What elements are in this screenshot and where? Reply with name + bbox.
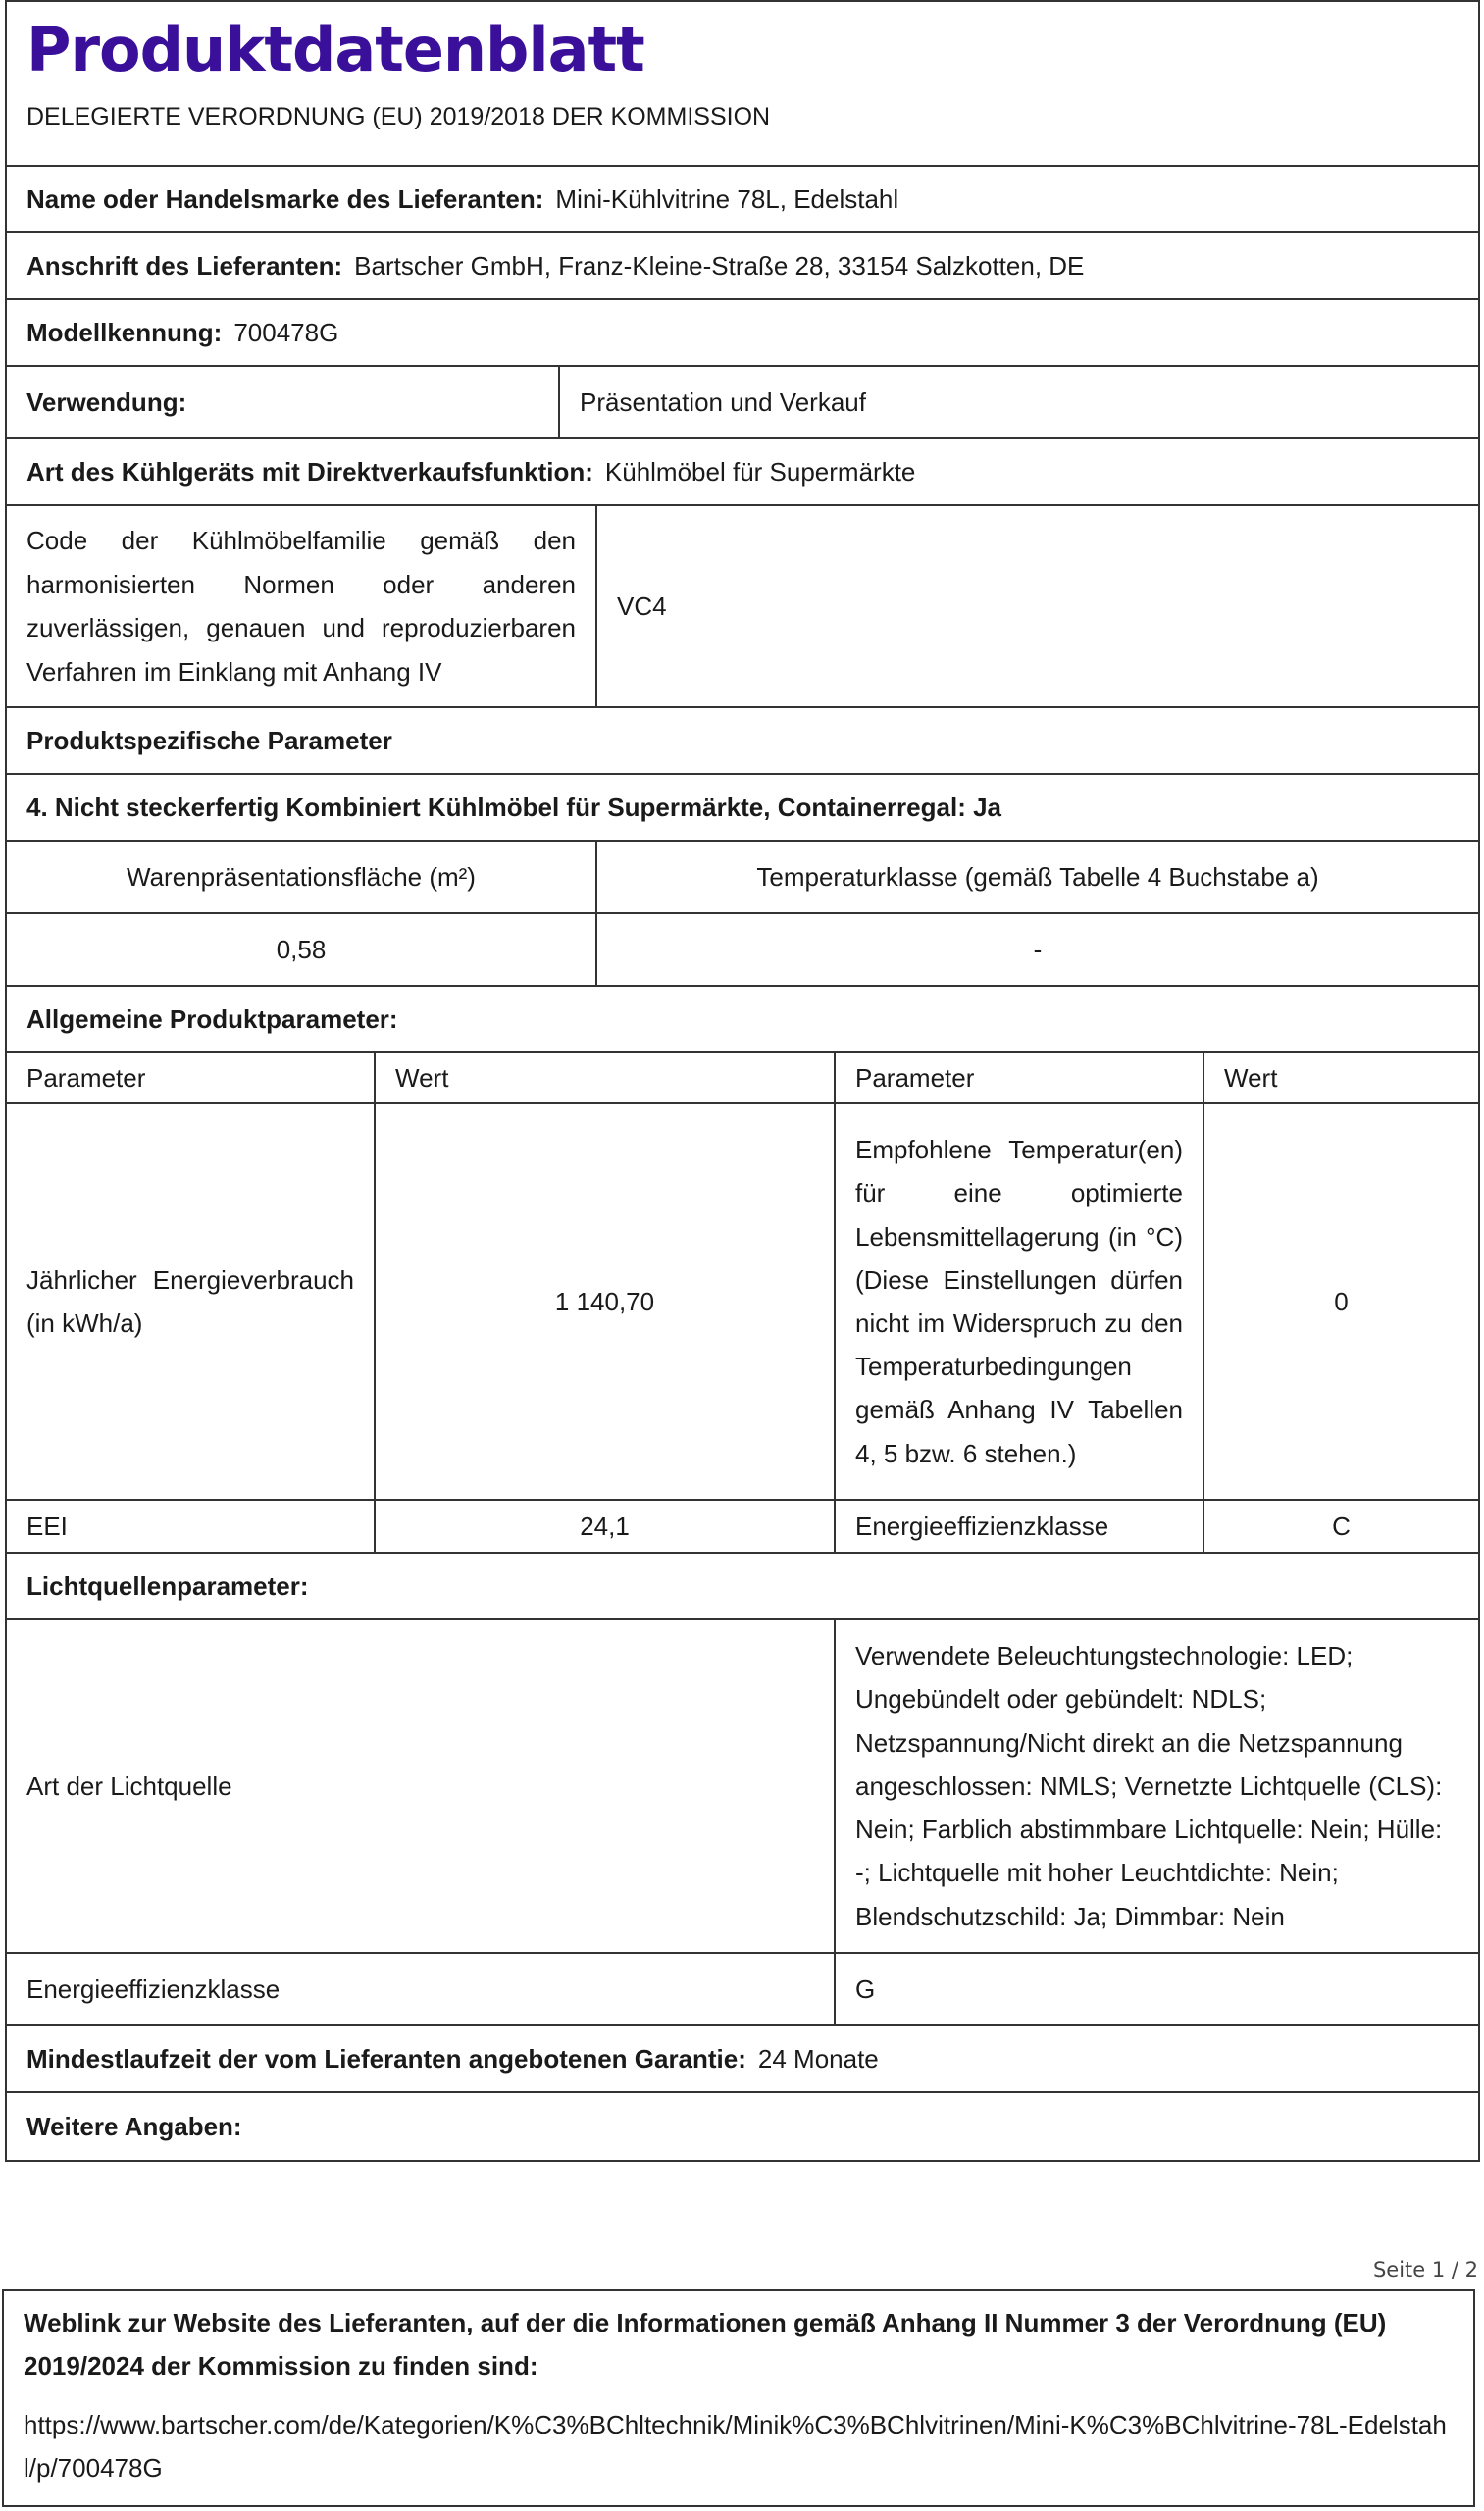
- model-label: Modellkennung:: [26, 318, 223, 347]
- supplier-name-value: Mini-Kühlvitrine 78L, Edelstahl: [555, 184, 899, 214]
- weblink-box: [2, 2289, 1475, 2507]
- product-specific-heading-row: [7, 708, 1478, 775]
- product-specific-values-row: [7, 914, 1478, 987]
- product-data-sheet: [5, 0, 1480, 2162]
- product-category: 4. Nicht steckerfertig Kombiniert Kühlmöbel für Supermärkte, Containerregal: Ja: [26, 793, 1002, 822]
- family-code-label: [7, 506, 597, 706]
- usage-row: [7, 367, 1478, 439]
- supplier-address-label: Anschrift des Lieferanten:: [26, 251, 343, 281]
- col-header-parameter-1: Parameter: [7, 1053, 376, 1102]
- table-row: [7, 1501, 1478, 1554]
- regulation-subtitle: DELEGIERTE VERORDNUNG (EU) 2019/2018 DER KOMMISSION: [26, 103, 771, 130]
- light-source-type-label: Art der Lichtquelle: [7, 1620, 836, 1952]
- appliance-type-value: Kühlmöbel für Supermärkte: [604, 457, 916, 487]
- light-source-type-text: Verwendete Beleuchtungstechnologie: LED; Ungebündelt oder gebündelt: NDLS; Netzspannung/Nicht direkt an die Netzspannung angeschlossen: NMLS; Vernetzte Lichtquelle (CLS): Nein; Farblich abstimmbare Lichtquelle: Nein; Hülle: -; Lichtquelle mit hoher Leuchtdichte: Nein; Blendschutzschild: Ja; Dimmbar: Nein: [855, 1640, 1443, 1931]
- light-source-class-value: G: [855, 1974, 876, 2004]
- energy-class-label: Energieeffizienzklasse: [836, 1501, 1204, 1552]
- general-heading: Allgemeine Produktparameter:: [26, 1004, 398, 1034]
- family-code-label-text: Code der Kühlmöbelfamilie gemäß den harmonisierten Normen oder anderen zuverlässigen, genauen und reproduzierbaren Verfahren im Einklang mit Anhang IV: [26, 526, 576, 687]
- weblink-heading: Weblink zur Website des Lieferanten, auf der die Informationen gemäß Anhang II Nummer 3 der Verordnung (EU) 2019/2024 der Kommission zu finden sind:: [24, 2308, 1387, 2381]
- supplier-name-label: Name oder Handelsmarke des Lieferanten:: [26, 184, 544, 214]
- col-header-value-2: Wert: [1224, 1063, 1278, 1093]
- light-source-heading-row: [7, 1554, 1478, 1620]
- family-code-row: [7, 506, 1478, 708]
- display-area-value: 0,58: [7, 914, 597, 985]
- usage-value: Präsentation und Verkauf: [580, 387, 866, 417]
- warranty-label: Mindestlaufzeit der vom Lieferanten angebotenen Garantie:: [26, 2044, 746, 2074]
- display-area-header: Warenpräsentationsfläche (m²): [7, 842, 597, 912]
- page-title: Produktdatenblatt: [26, 14, 644, 85]
- weblink-url[interactable]: https://www.bartscher.com/de/Kategorien/K%C3%BChltechnik/Minik%C3%BChlvitrinen/Mini-K%C3%BChlvitrine-78L-Edelstahl/p/700478G: [24, 2410, 1447, 2483]
- eei-label: EEI: [7, 1501, 376, 1552]
- col-header-parameter-2: Parameter: [836, 1053, 1204, 1102]
- supplier-address-value: Bartscher GmbH, Franz-Kleine-Straße 28, 33154 Salzkotten, DE: [354, 251, 1085, 281]
- warranty-value: 24 Monate: [757, 2044, 879, 2074]
- page-number: Seite 1 / 2: [1372, 2258, 1478, 2281]
- recommended-temp-label-text: Empfohlene Temperatur(en) für eine optimierte Lebensmittellagerung (in °C) (Diese Einstellungen dürfen nicht im Widerspruch zu den Temperaturbedingungen gemäß Anhang IV Tabellen 4, 5 bzw. 6 stehen.): [855, 1135, 1183, 1468]
- model-row: [7, 300, 1478, 367]
- light-source-class-label: Energieeffizienzklasse: [7, 1954, 836, 2024]
- product-specific-heading: Produktspezifische Parameter: [26, 726, 392, 755]
- general-heading-row: [7, 987, 1478, 1053]
- supplier-address-row: [7, 233, 1478, 300]
- appliance-type-label: Art des Kühlgeräts mit Direktverkaufsfunktion:: [26, 457, 593, 487]
- product-specific-header-row: [7, 842, 1478, 914]
- title-block: [7, 2, 1478, 167]
- family-code-value: VC4: [617, 591, 667, 621]
- warranty-row: [7, 2026, 1478, 2093]
- col-header-value-1: Wert: [376, 1053, 836, 1102]
- product-category-row: [7, 775, 1478, 842]
- annual-energy-value: 1 140,70: [376, 1104, 836, 1499]
- temperature-class-value: -: [1033, 935, 1043, 964]
- temperature-class-header: Temperaturklasse (gemäß Tabelle 4 Buchstabe a): [756, 862, 1319, 892]
- light-source-class-row: [7, 1954, 1478, 2026]
- annual-energy-label-text: Jährlicher Energieverbrauch (in kWh/a): [26, 1264, 354, 1338]
- energy-class-value: C: [1332, 1512, 1351, 1541]
- recommended-temp-label: [836, 1104, 1204, 1499]
- light-source-type-row: [7, 1620, 1478, 1954]
- general-table-header: [7, 1053, 1478, 1104]
- additional-info-row: [7, 2093, 1478, 2160]
- additional-info-label: Weitere Angaben:: [26, 2112, 242, 2141]
- appliance-type-row: [7, 439, 1478, 506]
- light-source-heading: Lichtquellenparameter:: [26, 1571, 309, 1601]
- supplier-name-row: [7, 167, 1478, 233]
- light-source-type-value: [836, 1620, 1478, 1952]
- table-row: [7, 1104, 1478, 1501]
- usage-label: Verwendung:: [7, 367, 560, 437]
- recommended-temp-value: 0: [1334, 1287, 1349, 1316]
- eei-value: 24,1: [376, 1501, 836, 1552]
- model-value: 700478G: [233, 318, 339, 347]
- annual-energy-label: [7, 1104, 376, 1499]
